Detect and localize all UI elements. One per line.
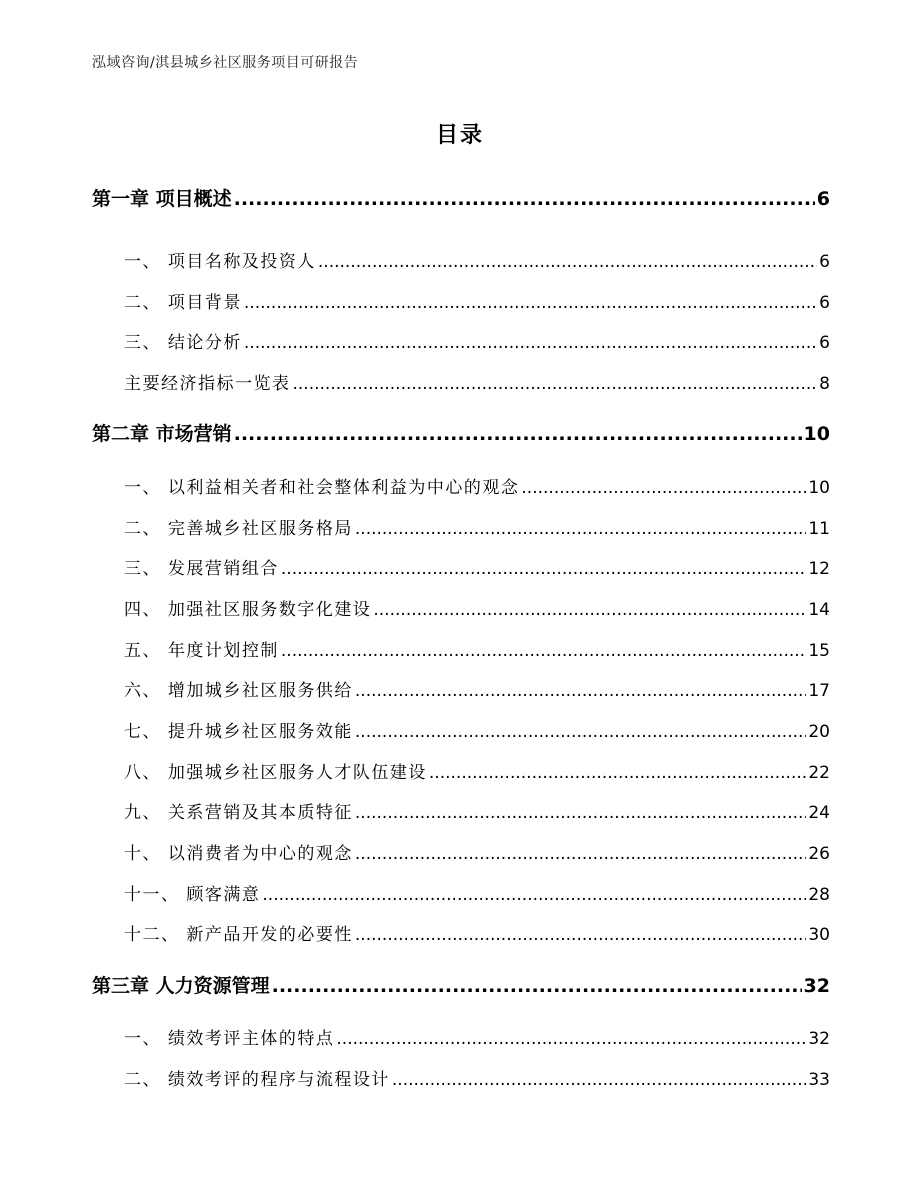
- toc-leader-dots: [355, 844, 806, 864]
- toc-entry-label: 一、 项目名称及投资人: [124, 252, 316, 272]
- toc-entry-label: 五、 年度计划控制: [124, 641, 279, 661]
- toc-leader-dots: [355, 519, 806, 539]
- toc-section[interactable]: [92, 839, 830, 864]
- toc-entry-label: 十二、 新产品开发的必要性: [124, 925, 353, 945]
- toc-leader-dots: [521, 478, 806, 498]
- toc-section[interactable]: [92, 920, 830, 945]
- toc-page-number: 6: [816, 188, 830, 210]
- toc-section[interactable]: [92, 717, 830, 742]
- toc-leader-dots: [281, 559, 806, 579]
- running-header: 泓域咨询/淇县城乡社区服务项目可研报告: [92, 55, 359, 71]
- toc-page-number: 28: [808, 885, 830, 905]
- toc-page-number: 15: [808, 641, 830, 661]
- toc-chapter-1[interactable]: [92, 184, 830, 211]
- toc-section[interactable]: [92, 1024, 830, 1049]
- toc-leader-dots: [355, 722, 806, 742]
- toc-entry-label: 第三章 人力资源管理: [92, 975, 270, 997]
- toc-page-number: 10: [803, 423, 830, 445]
- toc-entry-label: 二、 绩效考评的程序与流程设计: [124, 1070, 390, 1090]
- toc-page-number: 26: [808, 844, 830, 864]
- toc-leader-dots: [234, 188, 815, 210]
- toc-leader-dots: [392, 1070, 806, 1090]
- toc-section[interactable]: [92, 880, 830, 905]
- toc-leader-dots: [272, 975, 802, 997]
- toc-page-number: 24: [808, 803, 830, 823]
- toc-section[interactable]: [92, 288, 830, 313]
- toc-leader-dots: [234, 423, 802, 445]
- toc-leader-dots: [373, 600, 806, 620]
- toc-entry-label: 十一、 顾客满意: [124, 885, 261, 905]
- toc-entry-label: 二、 项目背景: [124, 293, 242, 313]
- toc-page-number: 22: [808, 763, 830, 783]
- toc-chapter-2[interactable]: [92, 419, 830, 446]
- toc-leader-dots: [293, 374, 818, 394]
- toc-page-number: 20: [808, 722, 830, 742]
- toc-leader-dots: [355, 803, 806, 823]
- toc-entry-label: 六、 增加城乡社区服务供给: [124, 681, 353, 701]
- toc-page-number: 10: [808, 478, 830, 498]
- toc-leader-dots: [429, 763, 806, 783]
- toc-entry-label: 十、 以消费者为中心的观念: [124, 844, 353, 864]
- toc-section[interactable]: [92, 595, 830, 620]
- toc-page-number: 14: [808, 600, 830, 620]
- toc-entry-label: 主要经济指标一览表: [124, 374, 291, 394]
- toc-entry-label: 三、 发展营销组合: [124, 559, 279, 579]
- toc-entry-label: 四、 加强社区服务数字化建设: [124, 600, 372, 620]
- toc-page-number: 32: [808, 1029, 830, 1049]
- toc-page-number: 32: [803, 975, 830, 997]
- toc-leader-dots: [281, 641, 806, 661]
- toc-section[interactable]: [92, 798, 830, 823]
- toc-leader-dots: [355, 681, 806, 701]
- toc-entry-label: 一、 以利益相关者和社会整体利益为中心的观念: [124, 478, 520, 498]
- toc-entry-label: 二、 完善城乡社区服务格局: [124, 519, 353, 539]
- toc-entry-label: 八、 加强城乡社区服务人才队伍建设: [124, 763, 427, 783]
- toc-title: 目录: [435, 123, 484, 148]
- toc-entry-label: 第一章 项目概述: [92, 188, 232, 210]
- toc-section[interactable]: [92, 328, 830, 353]
- toc-page-number: 6: [819, 252, 830, 272]
- toc-section[interactable]: [92, 247, 830, 272]
- toc-leader-dots: [336, 1029, 806, 1049]
- toc-entry-label: 第二章 市场营销: [92, 423, 232, 445]
- toc-leader-dots: [355, 925, 806, 945]
- toc-section[interactable]: [92, 1065, 830, 1090]
- toc-entry-label: 一、 绩效考评主体的特点: [124, 1029, 335, 1049]
- toc-page-number: 30: [808, 925, 830, 945]
- toc-leader-dots: [244, 333, 817, 353]
- toc-leader-dots: [244, 293, 817, 313]
- toc-entry-label: 三、 结论分析: [124, 333, 242, 353]
- toc-section[interactable]: [92, 369, 830, 394]
- toc-page-number: 33: [808, 1070, 830, 1090]
- toc-section[interactable]: [92, 636, 830, 661]
- toc-section[interactable]: [92, 554, 830, 579]
- toc-entry-label: 九、 关系营销及其本质特征: [124, 803, 353, 823]
- toc-leader-dots: [262, 885, 806, 905]
- toc-leader-dots: [318, 252, 817, 272]
- toc-page-number: 8: [819, 374, 830, 394]
- toc-entry-label: 七、 提升城乡社区服务效能: [124, 722, 353, 742]
- toc-section[interactable]: [92, 473, 830, 498]
- toc-section[interactable]: [92, 676, 830, 701]
- toc-section[interactable]: [92, 758, 830, 783]
- toc-chapter-3[interactable]: [92, 971, 830, 998]
- toc-page-number: 6: [819, 293, 830, 313]
- toc-page-number: 6: [819, 333, 830, 353]
- toc-page-number: 12: [808, 559, 830, 579]
- table-of-contents: [92, 0, 830, 1191]
- toc-page-number: 11: [808, 519, 830, 539]
- toc-page-number: 17: [808, 681, 830, 701]
- toc-section[interactable]: [92, 514, 830, 539]
